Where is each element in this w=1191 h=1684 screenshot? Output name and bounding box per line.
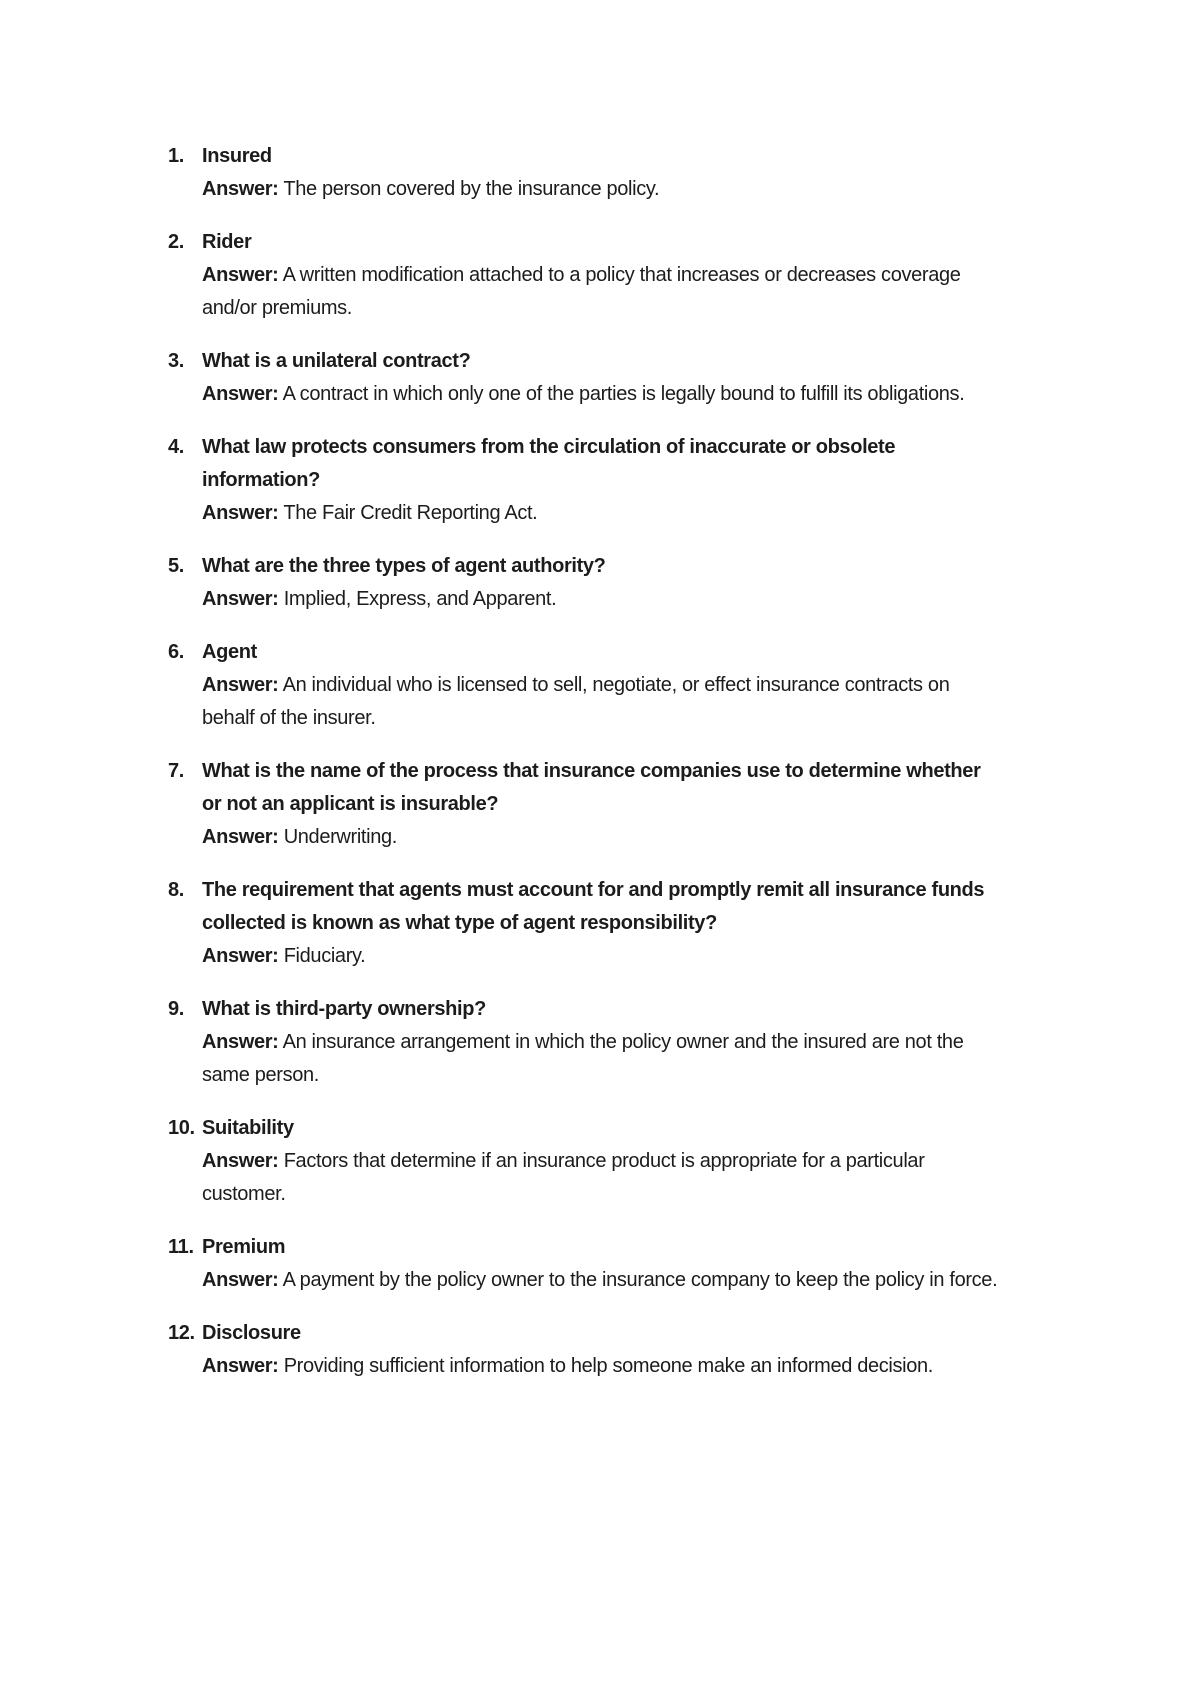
question-text: Insured xyxy=(202,145,272,167)
item-content xyxy=(202,140,1002,206)
answer-paragraph xyxy=(202,259,1002,325)
item-content xyxy=(202,993,1002,1092)
list-item xyxy=(168,636,1003,735)
item-number: 10. xyxy=(168,1117,195,1139)
question-text: Rider xyxy=(202,231,252,253)
answer-label: Answer: xyxy=(202,178,279,200)
answer-text: Implied, Express, and Apparent. xyxy=(283,588,557,610)
answer-paragraph xyxy=(202,1350,1002,1383)
answer-paragraph xyxy=(202,497,1002,530)
answer-paragraph xyxy=(202,1026,1002,1092)
list-item xyxy=(168,993,1003,1092)
question-text: What is a unilateral contract? xyxy=(202,350,471,372)
answer-label: Answer: xyxy=(202,674,279,696)
item-number: 5. xyxy=(168,555,184,577)
item-content xyxy=(202,1317,1002,1383)
item-number: 2. xyxy=(168,231,184,253)
answer-label: Answer: xyxy=(202,1150,279,1172)
answer-paragraph xyxy=(202,378,1002,411)
answer-label: Answer: xyxy=(202,945,279,967)
list-item xyxy=(168,226,1003,325)
answer-text: An insurance arrangement in which the policy owner and the insured are not the same person. xyxy=(202,1031,964,1086)
item-content xyxy=(202,755,1002,854)
answer-paragraph xyxy=(202,1264,1002,1297)
answer-label: Answer: xyxy=(202,1031,279,1053)
question-text: What is the name of the process that insurance companies use to determine whether or not an applicant is insurable? xyxy=(202,760,981,815)
answer-label: Answer: xyxy=(202,1269,279,1291)
answer-text: A written modification attached to a policy that increases or decreases coverage and/or premiums. xyxy=(202,264,961,319)
list-item xyxy=(168,1112,1003,1211)
question-text: Disclosure xyxy=(202,1322,301,1344)
answer-label: Answer: xyxy=(202,826,279,848)
item-content xyxy=(202,1112,1002,1211)
answer-text: Factors that determine if an insurance product is appropriate for a particular customer. xyxy=(202,1150,925,1205)
item-number: 8. xyxy=(168,879,184,901)
item-content xyxy=(202,226,1002,325)
list-item xyxy=(168,755,1003,854)
answer-text: The Fair Credit Reporting Act. xyxy=(283,502,538,524)
item-number: 12. xyxy=(168,1322,195,1344)
answer-label: Answer: xyxy=(202,1355,279,1377)
answer-paragraph xyxy=(202,583,1002,616)
item-number: 4. xyxy=(168,436,184,458)
answer-label: Answer: xyxy=(202,383,279,405)
list-item xyxy=(168,550,1003,616)
item-number: 9. xyxy=(168,998,184,1020)
answer-text: A contract in which only one of the parties is legally bound to fulfill its obligations. xyxy=(282,383,965,405)
answer-paragraph xyxy=(202,1145,1002,1211)
list-item xyxy=(168,1231,1003,1297)
answer-text: The person covered by the insurance policy. xyxy=(283,178,660,200)
item-number: 7. xyxy=(168,760,184,782)
answer-label: Answer: xyxy=(202,264,279,286)
answer-paragraph xyxy=(202,821,1002,854)
list-item xyxy=(168,345,1003,411)
answer-paragraph xyxy=(202,669,1002,735)
item-content xyxy=(202,550,1002,616)
answer-text: A payment by the policy owner to the insurance company to keep the policy in force. xyxy=(282,1269,998,1291)
question-text: What is third-party ownership? xyxy=(202,998,486,1020)
question-text: The requirement that agents must account for and promptly remit all insurance funds collected is known as what type of agent responsibility? xyxy=(202,879,985,934)
item-content xyxy=(202,1231,1002,1297)
answer-text: Underwriting. xyxy=(283,826,397,848)
item-number: 6. xyxy=(168,641,184,663)
item-number: 1. xyxy=(168,145,184,167)
question-text: What are the three types of agent authority? xyxy=(202,555,606,577)
answer-paragraph xyxy=(202,173,1002,206)
answer-text: Fiduciary. xyxy=(283,945,366,967)
question-text: What law protects consumers from the circulation of inaccurate or obsolete information? xyxy=(202,436,896,491)
answer-text: Providing sufficient information to help someone make an informed decision. xyxy=(283,1355,933,1377)
item-number: 11. xyxy=(168,1236,194,1258)
item-content xyxy=(202,636,1002,735)
question-text: Agent xyxy=(202,641,257,663)
answer-text: An individual who is licensed to sell, negotiate, or effect insurance contracts on behalf of the insurer. xyxy=(202,674,950,729)
qa-list xyxy=(168,140,1003,1403)
answer-paragraph xyxy=(202,940,1002,973)
item-content xyxy=(202,431,1002,530)
item-content xyxy=(202,345,1002,411)
answer-label: Answer: xyxy=(202,588,279,610)
question-text: Suitability xyxy=(202,1117,294,1139)
list-item xyxy=(168,1317,1003,1383)
list-item xyxy=(168,431,1003,530)
item-number: 3. xyxy=(168,350,184,372)
item-content xyxy=(202,874,1002,973)
list-item xyxy=(168,140,1003,206)
list-item xyxy=(168,874,1003,973)
question-text: Premium xyxy=(202,1236,286,1258)
answer-label: Answer: xyxy=(202,502,279,524)
